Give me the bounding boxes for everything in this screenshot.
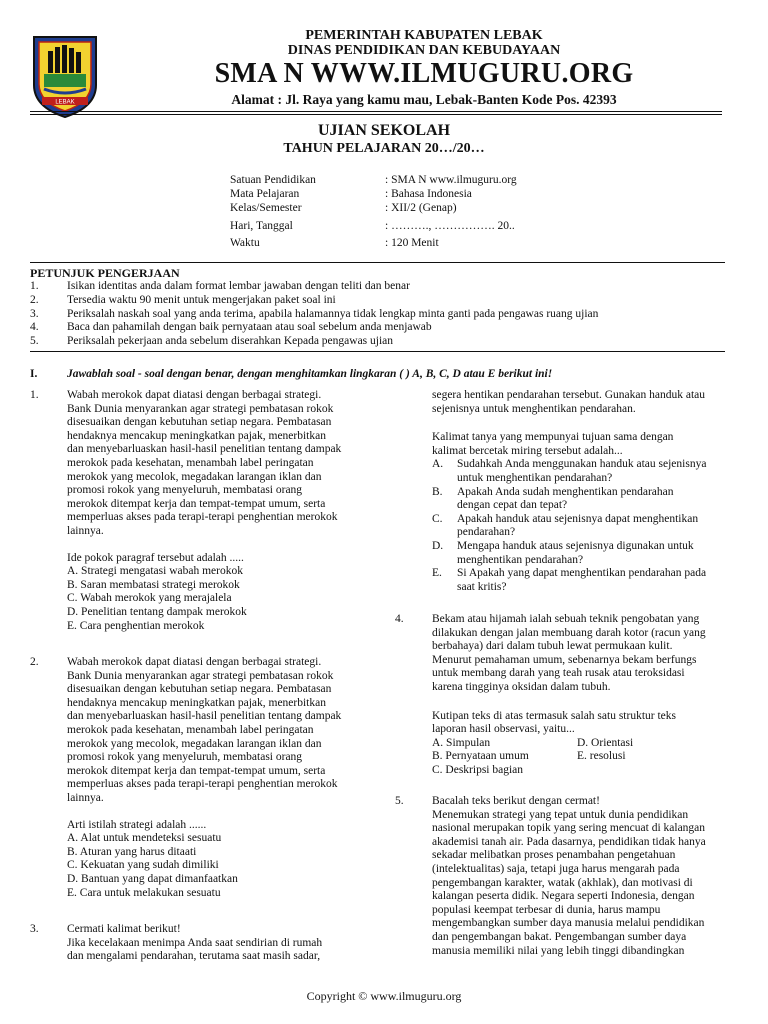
question-5 — [432, 795, 752, 958]
question-prompt: Kutipan teks di atas termasuk salah satu struktur teks — [432, 709, 677, 722]
instruction-number: 4. — [30, 321, 39, 333]
answer-option — [577, 764, 727, 778]
exam-title: UJIAN SEKOLAH — [317, 122, 451, 139]
question-prompt: kalimat bercetak miring tersebut adalah... — [432, 444, 623, 457]
passage-line: promosi rokok yang menyeluruh, membatasi orang — [67, 751, 303, 764]
passage-line: Bacalah teks berikut dengan cermat! — [432, 795, 600, 807]
passage-line: merokok pada kesehatan, menambah label peringatan — [67, 456, 314, 469]
school-address: Alamat : Jl. Raya yang kamu mau, Lebak-Banten Kode Pos. 42393 — [231, 92, 617, 107]
passage-line: merokok yang mecolok, megadakan larangan iklan dan — [67, 737, 322, 750]
question-4 — [432, 613, 752, 778]
section-number: I. — [30, 368, 38, 380]
info-label: Satuan Pendidikan — [230, 174, 316, 186]
question-3-continued — [432, 389, 752, 594]
passage-line: Menemukan strategi yang tepat untuk dunia pendidikan — [432, 808, 689, 821]
option-text: pendarahan? — [457, 526, 516, 539]
option-text: Apakah Anda sudah menghentikan pendarahan — [457, 485, 674, 498]
answer-option[interactable] — [432, 458, 752, 485]
info-value: : Bahasa Indonesia — [385, 188, 472, 200]
passage-line: hendaknya mencakup meningkatkan pajak, menerbitkan — [67, 696, 326, 709]
option-letter: D. — [432, 539, 444, 552]
info-label: Waktu — [230, 237, 260, 249]
instruction-number: 5. — [30, 335, 39, 347]
answer-option[interactable]: E. Cara untuk melakukan sesuatu — [67, 886, 221, 899]
instruction-number: 2. — [30, 294, 39, 306]
instruction-text: Isikan identitas anda dalam format lembar jawaban dengan teliti dan benar — [67, 280, 410, 292]
passage-line: Bank Dunia menyarankan agar strategi pembatasan rokok — [67, 402, 334, 415]
answer-option[interactable]: E. resolusi — [577, 750, 626, 763]
header-divider-thin — [30, 114, 722, 115]
passage-line: karena tingginya oksidan dalam tubuh. — [432, 680, 611, 693]
option-text: menghentikan pendarahan? — [457, 553, 584, 566]
passage-line: manusia memiliki nilai yang lebih tinggi dibandingkan — [432, 944, 685, 957]
passage-line: dan pengembangan bakat. Pengembangan sumber daya — [432, 930, 687, 943]
passage-line: Jika kecelakaan menimpa Anda saat sendirian di rumah — [67, 936, 323, 949]
passage-line: promosi rokok yang menyeluruh, membatasi orang — [67, 484, 303, 497]
passage-line: Cermati kalimat berikut! — [67, 923, 181, 935]
answer-option[interactable]: A. Alat untuk mendeteksi sesuatu — [67, 832, 222, 845]
passage-line: merokok ditempat kerja dan tempat-tempat umum, serta — [67, 764, 326, 777]
instruction-text: Periksalah pekerjaan anda sebelum diserahkan Kepada pengawas ujian — [67, 335, 394, 347]
info-value: : ………., ……………. 20.. — [385, 220, 515, 232]
question-number: 4. — [395, 613, 404, 625]
passage-line: memperluas akses pada terapi-terapi penghentian merokok — [67, 778, 338, 791]
answer-option[interactable]: A. Strategi mengatasi wabah merokok — [67, 565, 243, 578]
passage-line: (intelektualitas) saja, tetapi juga harus mengarah pada — [432, 862, 680, 875]
passage-line: dan mengalami pendarahan, terutama saat masih sadar, — [67, 950, 321, 963]
answer-option[interactable]: D. Bantuan yang dapat dimanfaatkan — [67, 872, 238, 885]
passage-line: kalangan peserta didik. Negara seperti Indonesia, dengan — [432, 890, 695, 903]
answer-option[interactable]: D. Penelitian tentang dampak merokok — [67, 605, 247, 618]
option-text: Mengapa handuk ataus sejenisnya digunakan untuk — [457, 539, 694, 552]
passage-line: akademisi tanah air. Pada dasarnya, pendidikan tidak hanya — [432, 835, 706, 848]
answer-option[interactable]: D. Orientasi — [577, 736, 634, 749]
question-prompt: Kalimat tanya yang mempunyai tujuan sama dengan — [432, 431, 674, 444]
passage-line: dan menyebarluaskan hasil-hasil penelitian tentang dampak — [67, 443, 342, 456]
info-divider — [30, 262, 725, 263]
passage-line: merokok pada kesehatan, menambah label peringatan — [67, 723, 314, 736]
answer-option[interactable] — [432, 540, 752, 567]
passage-line: segera hentikan pendarahan tersebut. Gunakan handuk atau — [432, 389, 706, 401]
passage-line: nasional merupakan topik yang sering mencuat di kalangan — [432, 822, 706, 835]
passage-line: populasi keempat terbesar di dunia, harus mampu — [432, 903, 661, 916]
instructions-title: PETUNJUK PENGERJAAN — [30, 266, 180, 280]
answer-option[interactable]: B. Aturan yang harus ditaati — [67, 845, 197, 858]
option-letter: A. — [432, 458, 444, 471]
answer-option[interactable]: C. Kekuatan yang sudah dimiliki — [67, 859, 219, 872]
header-divider — [30, 111, 722, 112]
question-number: 1. — [30, 389, 39, 401]
passage-line: hendaknya mencakup meningkatkan pajak, menerbitkan — [67, 429, 326, 442]
instruction-number: 1. — [30, 280, 39, 292]
passage-line: dilakukan dengan jalan membuang darah kotor (racun yang — [432, 626, 706, 639]
answer-option[interactable] — [432, 513, 752, 540]
answer-option[interactable] — [432, 567, 752, 594]
question-2 — [67, 656, 377, 900]
question-prompt: laporan hasil observasi, yaitu... — [432, 723, 575, 736]
answer-option[interactable]: C. Wabah merokok yang merajalela — [67, 592, 232, 605]
passage-line: lainnya. — [67, 791, 104, 804]
answer-option[interactable] — [432, 486, 752, 513]
passage-line: memperluas akses pada terapi-terapi penghentian merokok — [67, 511, 338, 524]
instruction-number: 3. — [30, 308, 39, 320]
passage-line: Wabah merokok dapat diatasi dengan berbagai strategi. — [67, 389, 322, 401]
option-text: saat kritis? — [457, 580, 507, 593]
option-text: dengan cepat dan tepat? — [457, 499, 568, 512]
options-grid — [432, 737, 752, 778]
option-text: untuk menghentikan pendarahan? — [457, 471, 613, 484]
copyright-footer: Copyright © www.ilmuguru.org — [306, 989, 462, 1003]
passage-line: lainnya. — [67, 524, 104, 537]
info-value: : 120 Menit — [385, 237, 439, 249]
passage-line: Wabah merokok dapat diatasi dengan berbagai strategi. — [67, 656, 322, 668]
option-letter: C. — [432, 512, 443, 525]
passage-line: sejenisnya untuk menghentikan pendarahan. — [432, 402, 636, 415]
answer-option[interactable]: B. Saran membatasi strategi merokok — [67, 578, 240, 591]
instruction-text: Tersedia waktu 90 menit untuk mengerjakan paket soal ini — [67, 294, 336, 306]
info-label: Kelas/Semester — [230, 202, 302, 214]
passage-line: Menurut pemahaman umum, sebenarnya bekam berfungs — [432, 653, 697, 666]
question-1 — [67, 389, 377, 633]
info-label: Hari, Tanggal — [230, 220, 293, 232]
passage-line: untuk membang darah yang teah rusak atau teroksidasi — [432, 667, 685, 680]
passage-line: disesuaikan dengan kebutuhan setiap negara. Pembatasan — [67, 683, 332, 696]
answer-option[interactable]: E. Cara penghentian merokok — [67, 619, 205, 632]
passage-line: Bekam atau hijamah ialah sebuah teknik pengobatan yang — [432, 613, 700, 625]
passage-line: merokok yang mecolok, megadakan larangan iklan dan — [67, 470, 322, 483]
academic-year: TAHUN PELAJARAN 20…/20… — [283, 141, 485, 156]
passage-line: merokok ditempat kerja dan tempat-tempat umum, serta — [67, 497, 326, 510]
info-value: : SMA N www.ilmuguru.org — [385, 174, 517, 186]
school-name: SMA N WWW.ILMUGURU.ORG — [214, 58, 634, 89]
passage-line: sekadar melibatkan proses penambahan pengetahuan — [432, 849, 676, 862]
answer-option[interactable]: B. Pernyataan umum — [432, 750, 529, 763]
passage-line: disesuaikan dengan kebutuhan setiap negara. Pembatasan — [67, 416, 332, 429]
instructions-divider — [30, 351, 725, 352]
logo-banner-text: LEBAK — [55, 99, 75, 106]
passage-line: Bank Dunia menyarankan agar strategi pembatasan rokok — [67, 669, 334, 682]
section-instruction: Jawablah soal - soal dengan benar, dengan menghitamkan lingkaran ( ) A, B, C, D atau E berikut ini! — [67, 368, 553, 380]
answer-option[interactable]: C. Deskripsi bagian — [432, 763, 524, 776]
passage-line: pengembangan karakter, watak (akhlak), dan motivasi di — [432, 876, 693, 889]
question-number: 5. — [395, 795, 404, 807]
question-prompt: Ide pokok paragraf tersebut adalah ..... — [67, 551, 244, 564]
info-value: : XII/2 (Genap) — [385, 202, 457, 214]
government-name: PEMERINTAH KABUPATEN LEBAK — [305, 28, 543, 43]
option-text: Si Apakah yang dapat menghentikan pendarahan pada — [457, 567, 707, 580]
instruction-text: Baca dan pahamilah dengan baik pernyataan atau soal sebelum anda menjawab — [67, 321, 432, 333]
passage-line: dan menyebarluaskan hasil-hasil penelitian tentang dampak — [67, 710, 342, 723]
question-prompt: Arti istilah strategi adalah ...... — [67, 818, 207, 831]
passage-line: mengembangkan sumber daya manusia melalui pendidikan — [432, 917, 705, 930]
option-letter: B. — [432, 485, 443, 498]
passage-line: berbahaya) dari dalam tubuh lewat permukaan kulit. — [432, 640, 673, 653]
regency-logo-icon — [30, 33, 100, 119]
question-number: 3. — [30, 923, 39, 935]
info-label: Mata Pelajaran — [230, 188, 300, 200]
answer-option[interactable]: A. Simpulan — [432, 736, 491, 749]
question-number: 2. — [30, 656, 39, 668]
department-name: DINAS PENDIDIKAN DAN KEBUDAYAAN — [287, 43, 561, 58]
instruction-text: Periksalah naskah soal yang anda terima, apabila halamannya tidak lengkap minta ganti pada pengawas ruang ujian — [67, 308, 599, 320]
option-text: Apakah handuk atau sejenisnya dapat menghentikan — [457, 512, 699, 525]
option-letter: E. — [432, 567, 442, 580]
question-3 — [67, 923, 377, 964]
option-text: Sudahkah Anda menggunakan handuk atau sejenisnya — [457, 458, 707, 471]
